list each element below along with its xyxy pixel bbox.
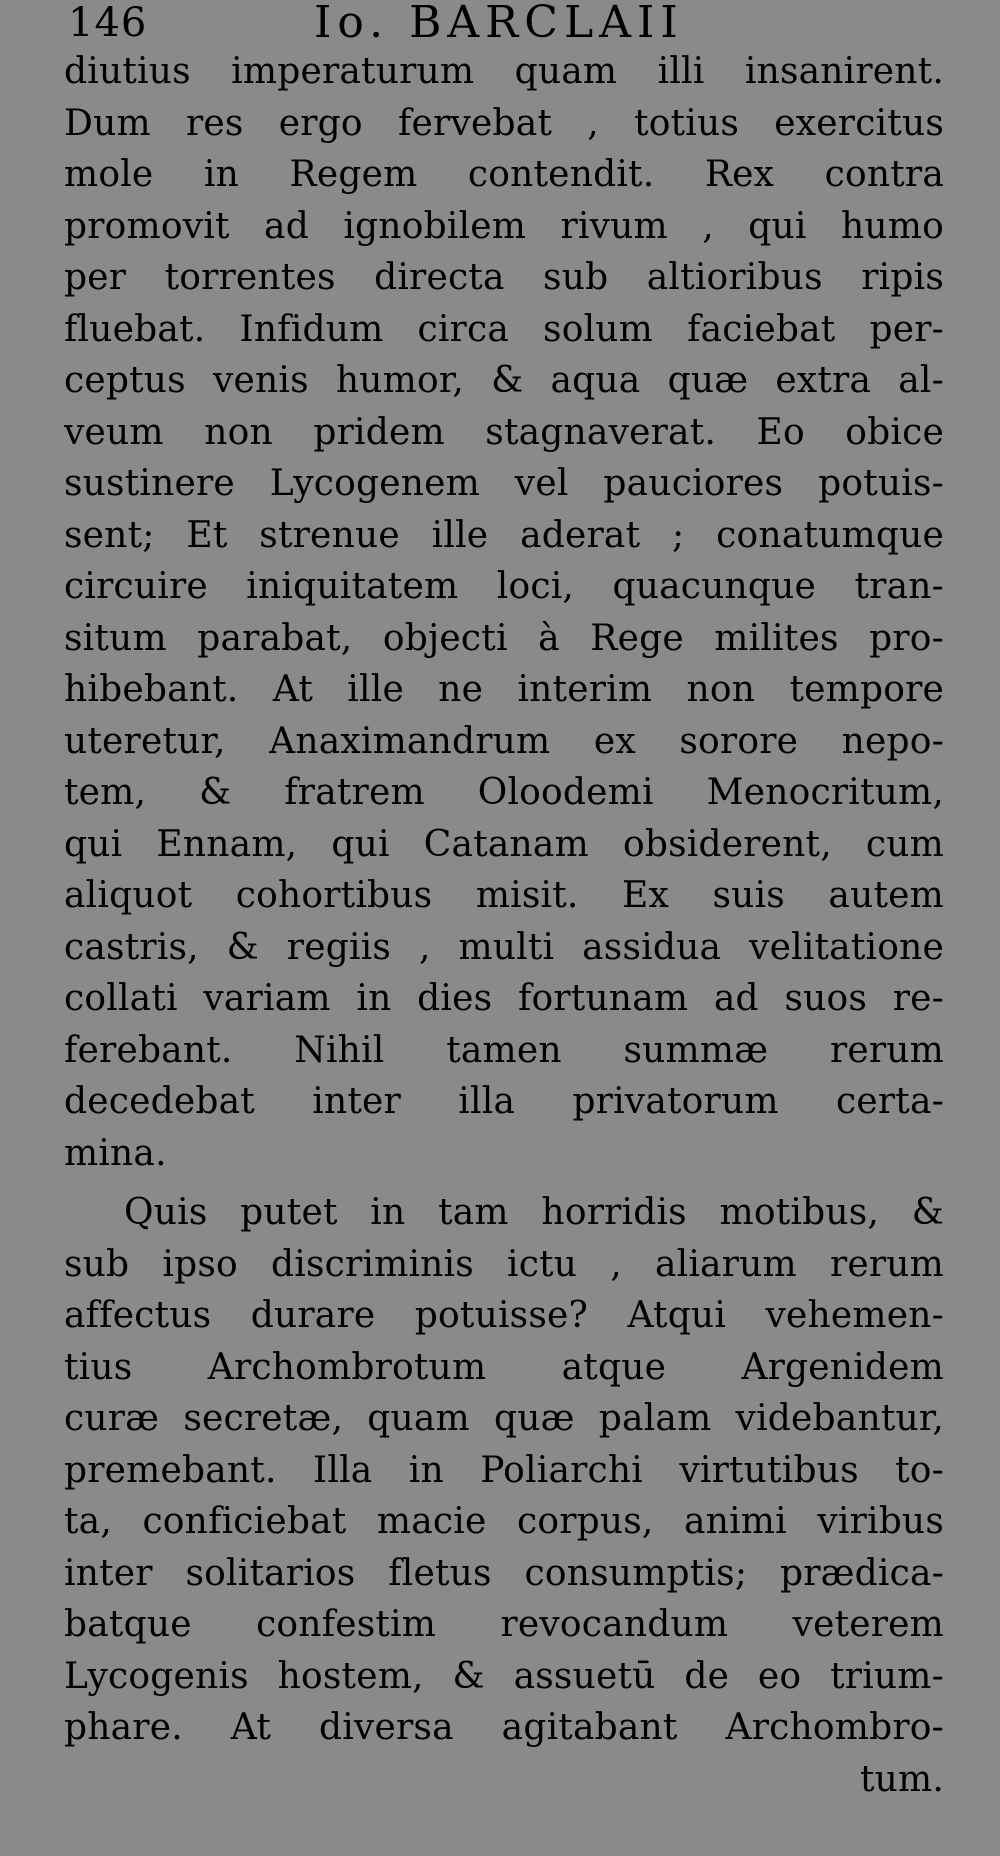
text-line: premebant. Illa in Poliarchi virtutibus to- bbox=[64, 1449, 944, 1491]
text-line: curæ secretæ, quam quæ palam videbantur, bbox=[64, 1398, 944, 1439]
text-line: qui Ennam, qui Catanam obsiderent, cum bbox=[64, 823, 944, 865]
text-line: aliquot cohortibus misit. Ex suis autem bbox=[64, 875, 944, 916]
page-number: 146 bbox=[68, 0, 148, 46]
text-line: situm parabat, objecti à Rege milites pro- bbox=[64, 617, 944, 659]
text-line: per torrentes directa sub altioribus ripis bbox=[64, 257, 944, 298]
text-line: sent; Et strenue ille aderat ; conatumque bbox=[64, 514, 944, 556]
text-line: circuire iniquitatem loci, quacunque tran- bbox=[64, 566, 944, 607]
text-line: mina. bbox=[64, 1132, 167, 1174]
body-text bbox=[64, 46, 944, 1805]
text-line: collati variam in dies fortunam ad suos re- bbox=[64, 978, 944, 1019]
paragraph-gap bbox=[64, 1179, 944, 1187]
text-line: inter solitarios fletus consumptis; prædica- bbox=[64, 1552, 944, 1594]
text-line: diutius imperaturum quam illi insanirent. bbox=[64, 51, 944, 92]
paragraph-2 bbox=[64, 1187, 944, 1805]
text-line: batque confestim revocandum veterem bbox=[64, 1604, 944, 1645]
text-line: tum. bbox=[859, 1758, 944, 1800]
text-line: tius Archombrotum atque Argenidem bbox=[64, 1346, 944, 1388]
text-line: veum non pridem stagnaverat. Eo obice bbox=[64, 411, 944, 453]
text-line: phare. At diversa agitabant Archombro- bbox=[64, 1707, 944, 1748]
text-line: ceptus venis humor, & aqua quæ extra al- bbox=[64, 360, 944, 401]
book-page bbox=[64, 0, 944, 1805]
page-header bbox=[64, 0, 944, 46]
text-line: sub ipso discriminis ictu , aliarum rerum bbox=[64, 1243, 944, 1285]
text-line: uteretur, Anaximandrum ex sorore nepo- bbox=[64, 720, 944, 762]
text-line: fluebat. Infidum circa solum faciebat per- bbox=[64, 308, 944, 350]
text-line: Dum res ergo fervebat , totius exercitus bbox=[64, 102, 944, 144]
text-line: tem, & fratrem Oloodemi Menocritum, bbox=[64, 772, 944, 813]
text-line: mole in Regem contendit. Rex contra bbox=[64, 154, 944, 195]
text-line: affectus durare potuisse? Atqui vehemen- bbox=[64, 1295, 944, 1336]
text-line: decedebat inter illa privatorum certa- bbox=[64, 1081, 944, 1122]
text-line: Lycogenis hostem, & assuetū de eo trium- bbox=[64, 1655, 944, 1697]
text-line: hibebant. At ille ne interim non tempore bbox=[64, 669, 944, 710]
text-line: ta, conficiebat macie corpus, animi viribus bbox=[64, 1501, 944, 1542]
paragraph-1 bbox=[64, 46, 944, 1179]
text-line: Quis putet in tam horridis motibus, & bbox=[124, 1192, 944, 1233]
running-head: Io. BARCLAII bbox=[314, 0, 684, 48]
text-line: promovit ad ignobilem rivum , qui humo bbox=[64, 205, 944, 247]
text-line: ferebant. Nihil tamen summæ rerum bbox=[64, 1029, 944, 1071]
text-line: castris, & regiis , multi assidua velitatione bbox=[64, 926, 944, 968]
text-line: sustinere Lycogenem vel pauciores potuis- bbox=[64, 463, 944, 504]
